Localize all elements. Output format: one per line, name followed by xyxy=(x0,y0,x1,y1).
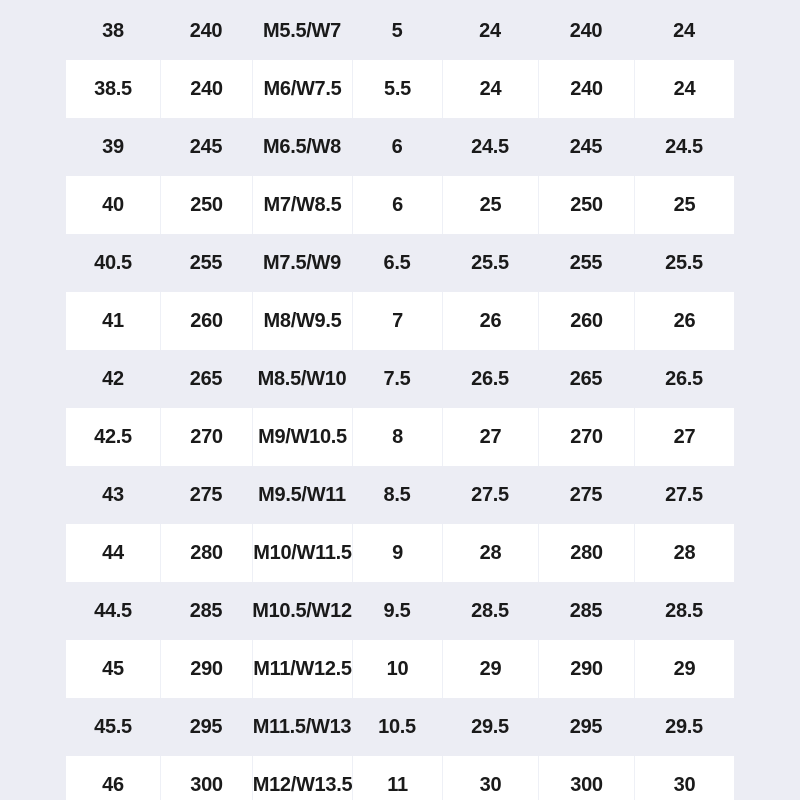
table-row xyxy=(66,524,734,582)
table-cell: 285 xyxy=(189,599,223,622)
table-cell: 6 xyxy=(391,135,403,158)
table-row xyxy=(66,582,734,640)
table-cell: 24 xyxy=(673,19,695,42)
table-row xyxy=(66,350,734,408)
table-cell: 27.5 xyxy=(471,483,509,506)
table-cell: 30 xyxy=(634,756,734,800)
table-cell: 26 xyxy=(634,292,734,350)
table-cell: 26 xyxy=(442,292,538,350)
table-cell: 29.5 xyxy=(471,715,509,738)
table-cell: M11/W12.5 xyxy=(252,640,352,698)
table-row xyxy=(66,756,734,800)
table-cell: 290 xyxy=(538,640,634,698)
table-cell: 45 xyxy=(102,657,124,680)
table-cell: 26.5 xyxy=(665,367,703,390)
table-cell: 26.5 xyxy=(471,367,509,390)
table-row xyxy=(66,292,734,350)
table-cell: 240 xyxy=(538,60,634,118)
table-cell: 27.5 xyxy=(665,483,703,506)
table-cell: 240 xyxy=(160,60,252,118)
table-row xyxy=(66,640,734,698)
table-cell: 24.5 xyxy=(471,135,509,158)
table-cell: M7.5/W9 xyxy=(263,251,341,274)
table-cell: 9 xyxy=(352,524,442,582)
table-cell: M5.5/W7 xyxy=(263,19,341,42)
table-cell: M9/W10.5 xyxy=(252,408,352,466)
table-cell: 44 xyxy=(102,541,124,564)
table-cell: 280 xyxy=(538,524,634,582)
table-cell: 28.5 xyxy=(665,599,703,622)
table-cell: 255 xyxy=(189,251,223,274)
table-cell: 25 xyxy=(442,176,538,234)
table-cell: 24 xyxy=(634,60,734,118)
table-cell: 9.5 xyxy=(383,599,411,622)
table-cell: 29 xyxy=(442,640,538,698)
table-cell: 8 xyxy=(352,408,442,466)
table-cell: 240 xyxy=(569,19,603,42)
table-cell: 250 xyxy=(538,176,634,234)
size-chart-table xyxy=(66,0,734,800)
table-cell: 265 xyxy=(569,367,603,390)
table-cell: 295 xyxy=(569,715,603,738)
table-cell: 30 xyxy=(442,756,538,800)
table-cell: 29.5 xyxy=(665,715,703,738)
table-cell: 6 xyxy=(352,176,442,234)
table-row xyxy=(66,408,734,466)
table-cell: 10.5 xyxy=(378,715,416,738)
table-cell: 245 xyxy=(569,135,603,158)
table-cell: 300 xyxy=(160,756,252,800)
table-cell: 24 xyxy=(479,19,501,42)
table-cell: 300 xyxy=(538,756,634,800)
table-cell: 275 xyxy=(569,483,603,506)
table-cell: 8.5 xyxy=(383,483,411,506)
table-cell: 27 xyxy=(634,408,734,466)
table-cell: 260 xyxy=(160,292,252,350)
table-cell: 290 xyxy=(160,640,252,698)
table-row xyxy=(66,176,734,234)
table-cell: M10/W11.5 xyxy=(252,524,352,582)
table-cell: M6/W7.5 xyxy=(252,60,352,118)
table-cell: 260 xyxy=(538,292,634,350)
table-cell: 28 xyxy=(442,524,538,582)
table-cell: 39 xyxy=(102,135,124,158)
table-cell: 270 xyxy=(160,408,252,466)
table-cell: 7.5 xyxy=(383,367,411,390)
table-cell: 25.5 xyxy=(471,251,509,274)
table-row xyxy=(66,60,734,118)
table-cell: 38 xyxy=(102,19,124,42)
table-row xyxy=(66,118,734,176)
table-cell: 29 xyxy=(634,640,734,698)
table-cell: 43 xyxy=(102,483,124,506)
table-cell: 240 xyxy=(189,19,223,42)
table-cell: M10.5/W12 xyxy=(252,599,352,622)
table-cell: 295 xyxy=(189,715,223,738)
table-row xyxy=(66,466,734,524)
table-cell: 255 xyxy=(569,251,603,274)
table-cell: 275 xyxy=(189,483,223,506)
table-cell: M8/W9.5 xyxy=(252,292,352,350)
table-cell: 245 xyxy=(189,135,223,158)
table-cell: 250 xyxy=(160,176,252,234)
table-cell: 40 xyxy=(102,193,124,216)
table-cell: 11 xyxy=(352,756,442,800)
table-cell: M9.5/W11 xyxy=(258,483,346,506)
table-row xyxy=(66,2,734,60)
table-cell: 42 xyxy=(102,367,124,390)
table-cell: 280 xyxy=(160,524,252,582)
table-cell: 28 xyxy=(634,524,734,582)
table-cell: 270 xyxy=(538,408,634,466)
table-cell: 27 xyxy=(442,408,538,466)
table-cell: 25 xyxy=(634,176,734,234)
table-cell: 42.5 xyxy=(94,425,132,448)
table-cell: 285 xyxy=(569,599,603,622)
table-cell: 45.5 xyxy=(94,715,132,738)
table-cell: 25.5 xyxy=(665,251,703,274)
table-row xyxy=(66,234,734,292)
table-cell: 24.5 xyxy=(665,135,703,158)
table-cell: 10 xyxy=(352,640,442,698)
table-cell: 38.5 xyxy=(94,77,132,100)
table-cell: 5.5 xyxy=(352,60,442,118)
table-cell: 40.5 xyxy=(94,251,132,274)
table-cell: M12/W13.5 xyxy=(252,756,352,800)
table-cell: M7/W8.5 xyxy=(252,176,352,234)
table-cell: 5 xyxy=(391,19,403,42)
table-cell: 44.5 xyxy=(94,599,132,622)
table-cell: 7 xyxy=(352,292,442,350)
table-cell: 24 xyxy=(442,60,538,118)
table-row xyxy=(66,698,734,756)
table-cell: M11.5/W13 xyxy=(252,715,352,738)
table-cell: M8.5/W10 xyxy=(257,367,347,390)
table-cell: 28.5 xyxy=(471,599,509,622)
table-cell: 265 xyxy=(189,367,223,390)
table-cell: M6.5/W8 xyxy=(263,135,341,158)
table-cell: 46 xyxy=(102,773,124,796)
table-cell: 6.5 xyxy=(383,251,411,274)
table-cell: 41 xyxy=(102,309,124,332)
